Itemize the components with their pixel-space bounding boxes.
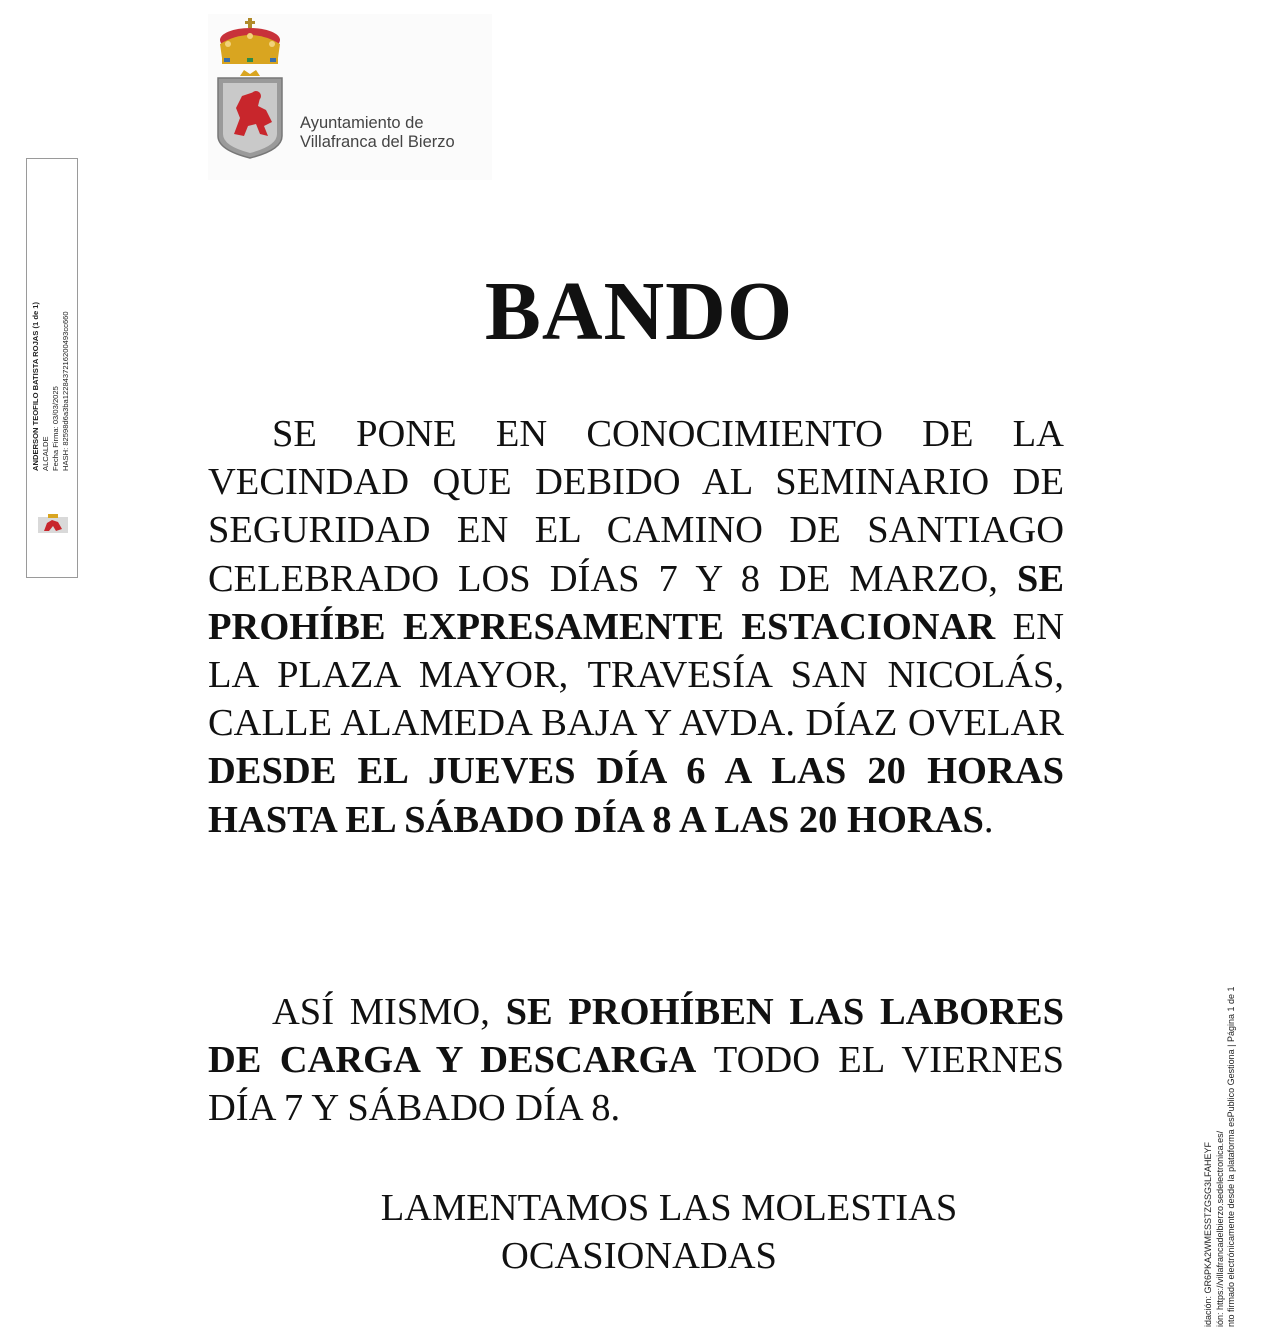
validation-url: ión: https://villafrancadelbierzo.sedelectronica.es/ bbox=[1214, 1130, 1225, 1327]
document-title: BANDO bbox=[484, 265, 794, 358]
signature-date: Fecha Firma: 03/03/2025 bbox=[51, 386, 60, 471]
closing-line2: OCASIONADAS bbox=[501, 1235, 777, 1277]
closing-message bbox=[0, 1184, 1278, 1280]
validation-code: idación: GR6PKA2WMESSTZGSG3LFAHEYF bbox=[1203, 1141, 1213, 1327]
p2-text-2: TODO EL VIERNES DÍA 7 Y SÁBADO DÍA 8. bbox=[208, 1039, 1064, 1130]
paragraph-2 bbox=[208, 988, 1064, 1133]
validation-platform: nto firmado electrónicamente desde la plataforma esPublico Gestiona | Página 1 de 1 bbox=[1226, 986, 1236, 1327]
org-name-line2: Villafranca del Bierzo bbox=[300, 133, 455, 151]
signer-name: ANDERSON TEOFILO BATISTA ROJAS (1 de 1) bbox=[31, 301, 40, 471]
p2-text-1: ASÍ MISMO, bbox=[272, 991, 506, 1033]
paragraph-1 bbox=[208, 410, 1064, 844]
p1-text-2: EN LA PLAZA MAYOR, TRAVESÍA SAN NICOLÁS, CALLE ALAMEDA BAJA Y AVDA. DÍAZ OVELAR bbox=[208, 605, 1064, 745]
signature-hash: HASH: 82598d6a3ba1228437216200493cc660 bbox=[61, 311, 70, 471]
p1-bold-2: DESDE EL JUEVES DÍA 6 A LAS 20 HORAS HASTA EL SÁBADO DÍA 8 A LAS 20 HORAS bbox=[208, 750, 1064, 841]
p1-bold-1: SE PROHÍBE EXPRESAMENTE ESTACIONAR bbox=[208, 557, 1064, 648]
signature-stamp-text bbox=[31, 51, 75, 471]
header-logo bbox=[208, 14, 492, 180]
signer-role: ALCALDE bbox=[41, 436, 50, 471]
organization-name bbox=[300, 114, 490, 152]
coat-of-arms-icon bbox=[214, 18, 286, 160]
p2-bold-1: SE PROHÍBEN LAS LABORES DE CARGA Y DESCARGA bbox=[208, 991, 1064, 1082]
closing-line1: LAMENTAMOS LAS MOLESTIAS bbox=[380, 1187, 958, 1229]
org-name-line1: Ayuntamiento de bbox=[300, 114, 424, 132]
signature-stamp bbox=[26, 158, 78, 578]
p1-text-3: . bbox=[983, 798, 994, 841]
stamp-seal-icon bbox=[36, 513, 70, 537]
p1-text-1: SE PONE EN CONOCIMIENTO DE LA VECINDAD QUE DEBIDO AL SEMINARIO DE SEGURIDAD EN EL CAMINO DE SANTIAGO CELEBRADO LOS DÍAS 7 Y 8 DE MARZO, bbox=[208, 413, 1064, 600]
